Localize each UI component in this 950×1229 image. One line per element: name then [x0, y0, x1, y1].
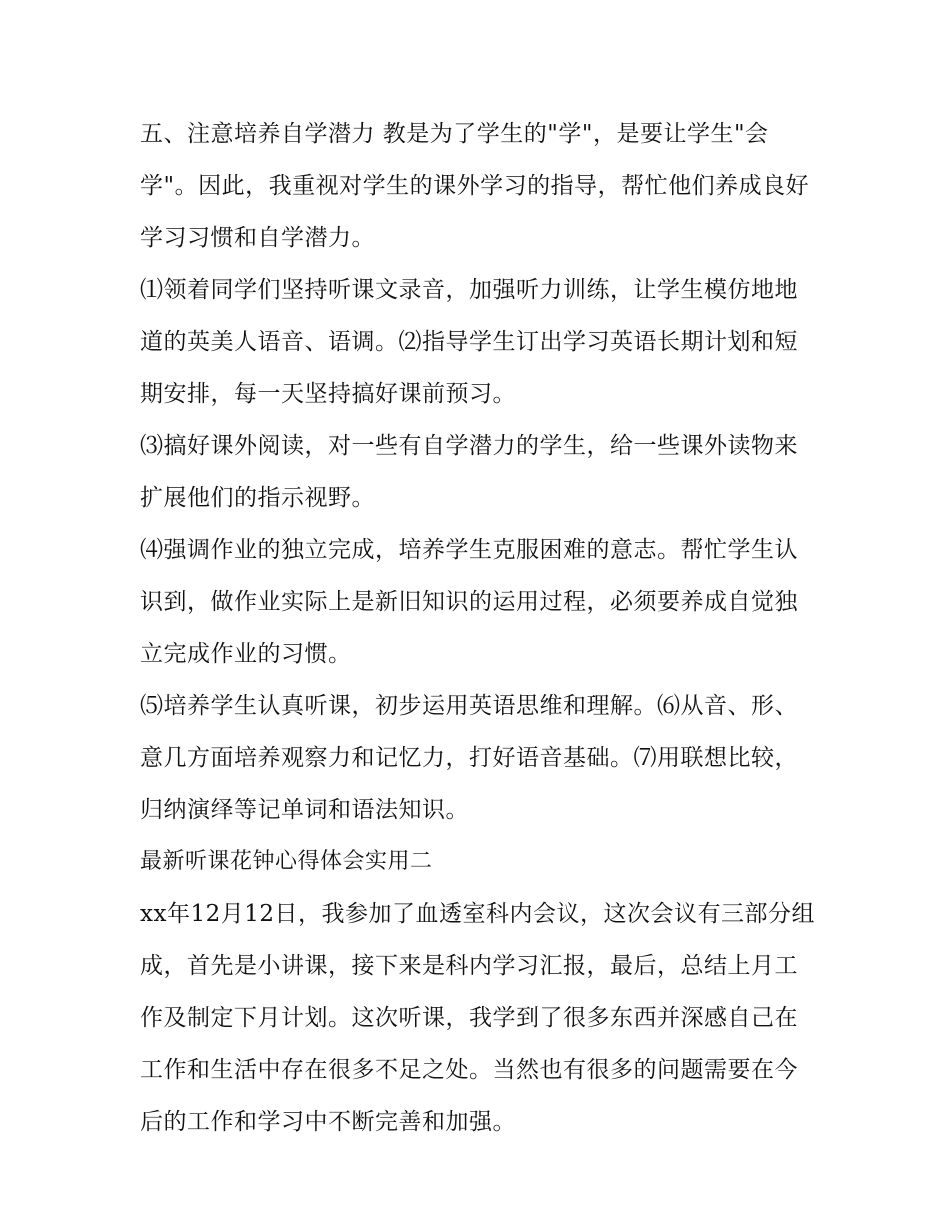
paragraph-item-5-7: ⑸培养学生认真听课，初步运用英语思维和理解。⑹从音、形、意几方面培养观察力和记忆力，打好语音基础。⑺用联想比较，归纳演绎等记单词和语法知识。 [140, 693, 798, 823]
paragraph-item-3: ⑶搞好课外阅读，对一些有自学潜力的学生，给一些课外读物来扩展他们的指示视野。 [140, 433, 798, 511]
document-body [140, 108, 820, 1148]
paragraph-self-study: 五、注意培养自学潜力 教是为了学生的"学"，是要让学生"会学"。因此，我重视对学生的课外学习的指导，帮忙他们养成良好学习习惯和自学潜力。 [140, 121, 810, 251]
section-heading: 最新听课花钟心得体会实用二 [140, 849, 433, 874]
paragraph-meeting: xx年12月12日，我参加了血透室科内会议，这次会议有三部分组成，首先是小讲课，接下来是科内学习汇报，最后，总结上月工作及制定下月计划。这次听课，我学到了很多东西并深感自己在工作和生活中存在很多不足之处。当然也有很多的问题需要在今后的工作和学习中不断完善和加强。 [140, 901, 815, 1135]
paragraph-item-4: ⑷强调作业的独立完成，培养学生克服困难的意志。帮忙学生认识到，做作业实际上是新旧知识的运用过程，必须要养成自觉独立完成作业的习惯。 [140, 537, 798, 667]
paragraph-item-1-2: ⑴领着同学们坚持听课文录音，加强听力训练，让学生模仿地地道的英美人语音、语调。⑵指导学生订出学习英语长期计划和短期安排，每一天坚持搞好课前预习。 [140, 277, 798, 407]
